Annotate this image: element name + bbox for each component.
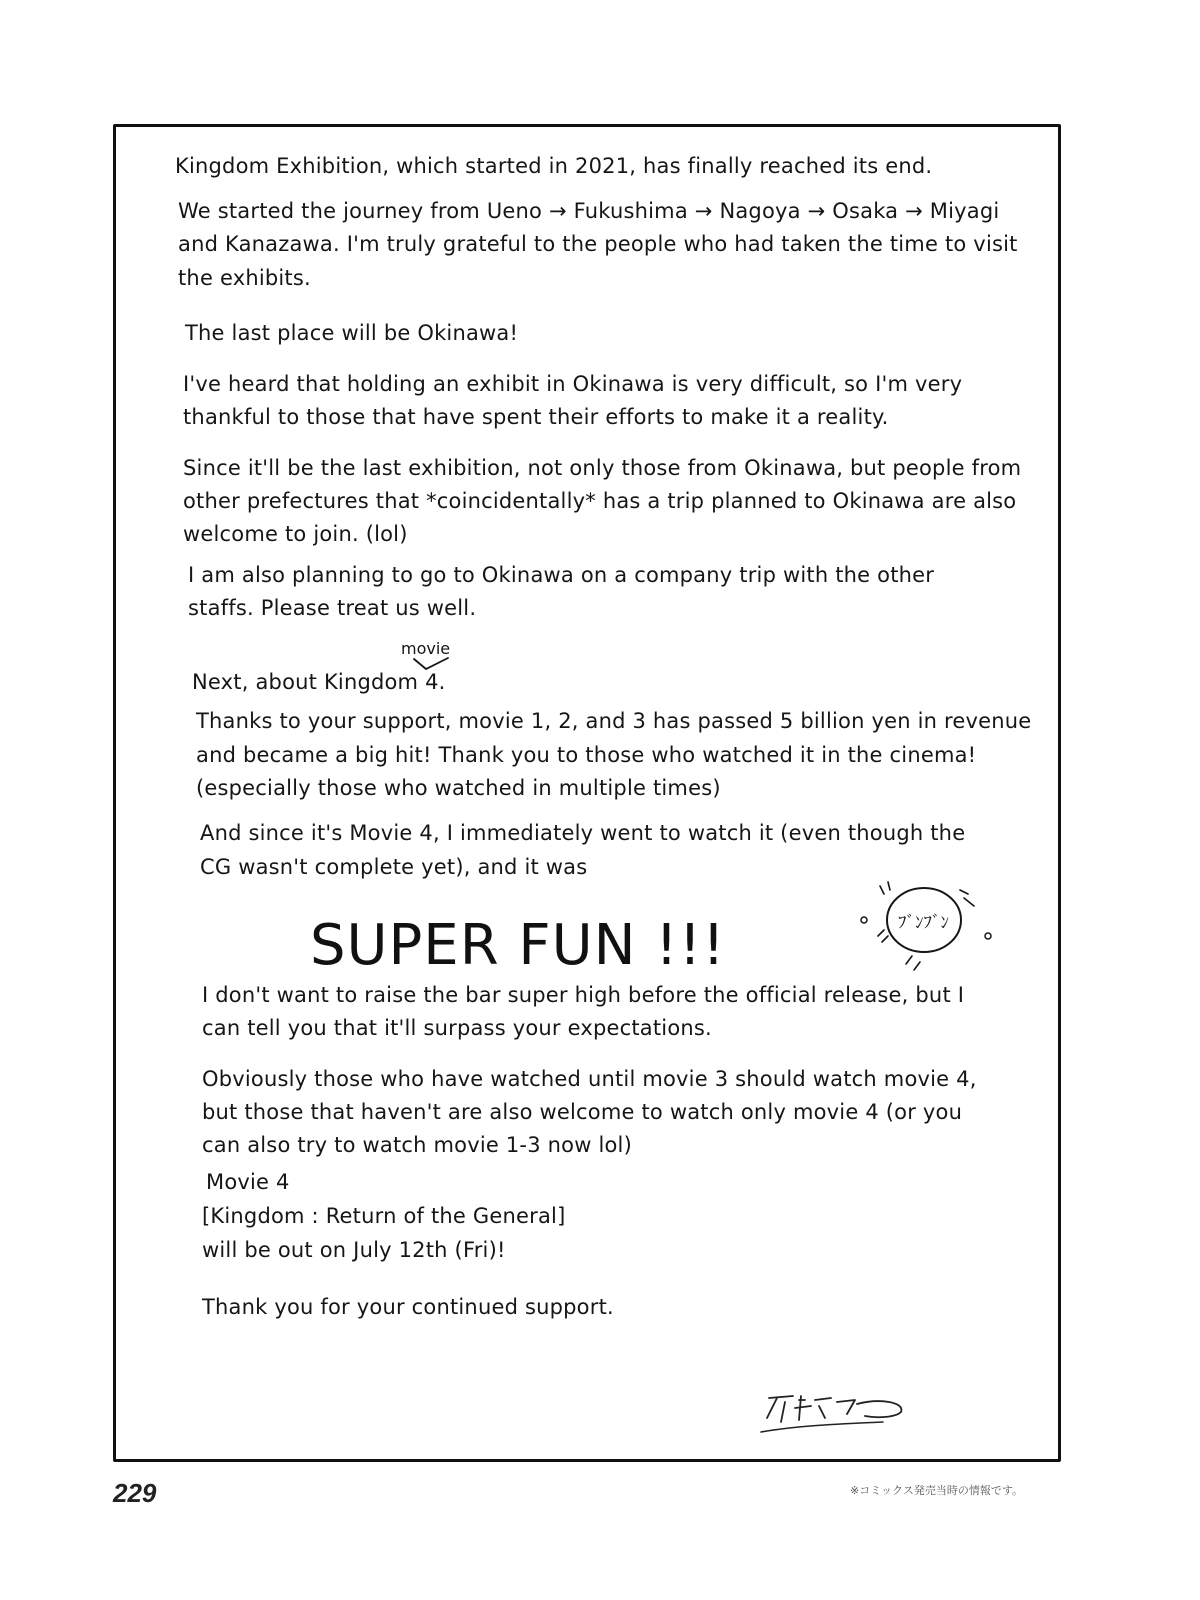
letter-line-8: Since it'll be the last exhibition, not only those from Okinawa, but people from: [183, 456, 1022, 480]
letter-line-9: other prefectures that *coincidentally* has a trip planned to Okinawa are also: [183, 489, 1017, 513]
letter-line-18: CG wasn't complete yet), and it was: [200, 855, 588, 879]
letter-line-21: Obviously those who have watched until movie 3 should watch movie 4,: [202, 1067, 977, 1091]
letter-line-11: I am also planning to go to Okinawa on a company trip with the other: [188, 563, 935, 587]
letter-line-26: will be out on July 12th (Fri)!: [202, 1238, 506, 1262]
insert-annotation: movie: [401, 639, 451, 658]
letter-line-25: [Kingdom : Return of the General]: [202, 1204, 566, 1228]
letter-line-27: Thank you for your continued support.: [202, 1295, 614, 1319]
letter-line-5: The last place will be Okinawa!: [185, 321, 519, 345]
spinning-face-text: ﾌﾞﾝﾌﾞﾝ: [898, 913, 949, 933]
letter-line-10: welcome to join. (lol): [183, 522, 408, 546]
letter-line-4: the exhibits.: [178, 266, 311, 290]
letter-line-13: Next, about Kingdom 4.: [192, 670, 446, 694]
footnote: ※コミックス発売当時の情報です。: [850, 1484, 1024, 1497]
letter-line-23: can also try to watch movie 1-3 now lol): [202, 1133, 632, 1157]
letter-line-15: and became a big hit! Thank you to those who watched it in the cinema!: [196, 743, 977, 767]
signature-icon: [755, 1388, 915, 1440]
letter-line-22: but those that haven't are also welcome to watch only movie 4 (or you: [202, 1100, 963, 1124]
super-fun-emphasis: SUPER FUN !!!: [310, 913, 726, 978]
letter-line-19: I don't want to raise the bar super high before the official release, but I: [202, 983, 965, 1007]
page-number: 229: [113, 1478, 157, 1508]
letter-line-17: And since it's Movie 4, I immediately went to watch it (even though the: [200, 821, 966, 845]
letter-line-6: I've heard that holding an exhibit in Okinawa is very difficult, so I'm very: [183, 372, 963, 396]
letter-line-24: Movie 4: [206, 1170, 290, 1194]
letter-line-3: and Kanazawa. I'm truly grateful to the people who had taken the time to visit: [178, 232, 1018, 256]
letter-line-20: can tell you that it'll surpass your expectations.: [202, 1016, 712, 1040]
letter-line-16: (especially those who watched in multiple times): [196, 776, 721, 800]
letter-line-14: Thanks to your support, movie 1, 2, and 3 has passed 5 billion yen in revenue: [196, 709, 1032, 733]
letter-line-2: We started the journey from Ueno → Fukushima → Nagoya → Osaka → Miyagi: [178, 199, 1000, 223]
letter-line-1: Kingdom Exhibition, which started in 2021, has finally reached its end.: [175, 154, 933, 178]
letter-line-7: thankful to those that have spent their efforts to make it a reality.: [183, 405, 889, 429]
letter-line-12: staffs. Please treat us well.: [188, 596, 477, 620]
